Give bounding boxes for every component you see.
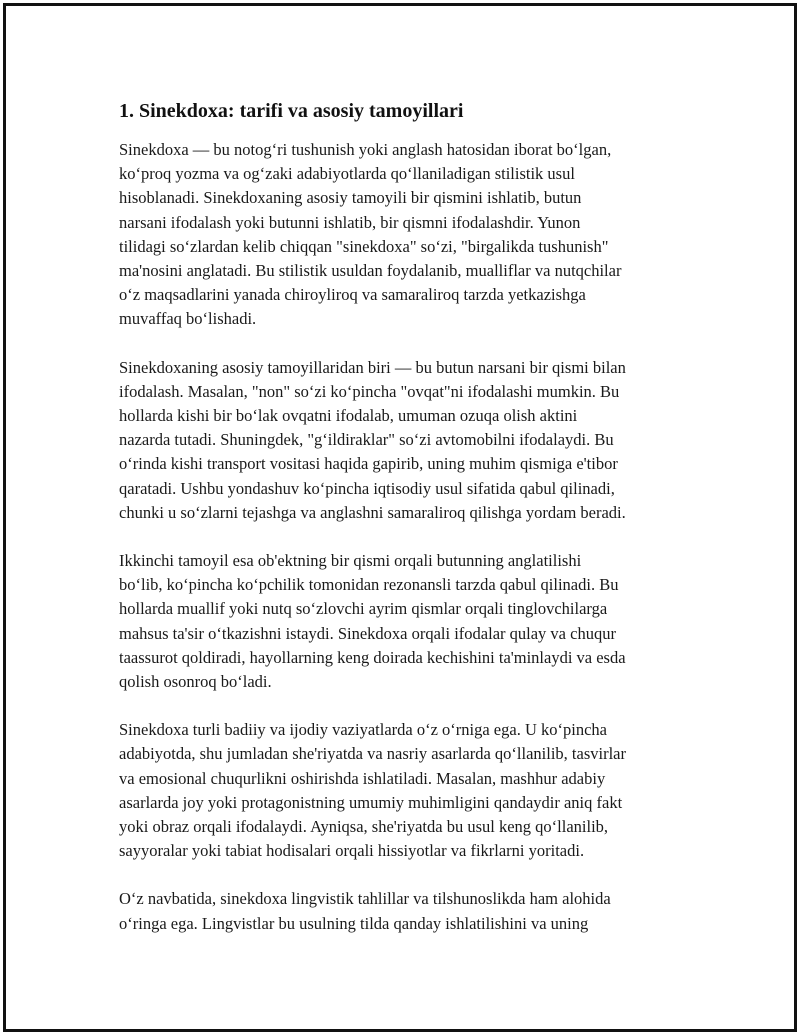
text-line: va emosional chuqurlikni oshirishda ishlatiladi. Masalan, mashhur adabiy [119, 768, 606, 788]
text-line: ko‘proq yozma va og‘zaki adabiyotlarda qo‘llaniladigan stilistik usul [119, 164, 575, 184]
text-line: muvaffaq bo‘lishadi. [119, 309, 257, 329]
document-body [119, 99, 699, 960]
text-line: hollarda kishi bir bo‘lak ovqatni ifodalab, umuman ozuqa olish aktini [119, 406, 578, 426]
text-line: chunki u so‘zlarni tejashga va anglashni samaraliroq qilishga yordam beradi. [119, 502, 626, 522]
paragraph-literary-use [119, 718, 699, 863]
text-line: O‘z navbatida, sinekdoxa lingvistik tahlillar va tilshunoslikda ham alohida [119, 889, 611, 909]
text-line: bo‘lib, ko‘pincha ko‘pchilik tomonidan rezonansli tarzda qabul qilinadi. Bu [119, 575, 619, 595]
text-line: qaratadi. Ushbu yondashuv ko‘pincha iqtisodiy usul sifatida qabul qilinadi, [119, 478, 615, 498]
text-line: sayyoralar yoki tabiat hodisalari orqali hissiyotlar va fikrlarni yoritadi. [119, 841, 585, 861]
text-line: mahsus ta'sir o‘tkazishni istaydi. Sinekdoxa orqali ifodalar qulay va chuqur [119, 623, 616, 643]
page-frame [3, 3, 797, 1032]
text-line: taassurot qoldiradi, hayollarning keng doirada kechishini ta'minlaydi va esda [119, 647, 626, 667]
text-line: tilidagi so‘zlardan kelib chiqqan "sinekdoxa" so‘zi, "birgalikda tushunish" [119, 236, 609, 256]
text-line: asarlarda joy yoki protagonistning umumiy muhimligini qandaydir aniq fakt [119, 792, 623, 812]
text-line: narsani ifodalash yoki butunni ishlatib, bir qismni ifodalashdir. Yunon [119, 212, 581, 232]
text-line: Sinekdoxa — bu notog‘ri tushunish yoki anglash hatosidan iborat bo‘lgan, [119, 140, 612, 159]
paragraph-linguistics [119, 887, 699, 935]
text-line: o‘rinda kishi transport vositasi haqida gapirib, uning muhim qismiga e'tibor [119, 454, 618, 474]
paragraph-second-principle [119, 549, 699, 694]
text-line: Sinekdoxaning asosiy tamoyillaridan biri — bu butun narsani bir qismi bilan [119, 357, 626, 377]
section-title: 1. Sinekdoxa: tarifi va asosiy tamoyillari [119, 100, 464, 122]
text-line: ma'nosini anglatadi. Bu stilistik usuldan foydalanib, mualliflar va nutqchilar [119, 261, 622, 281]
text-line: ifodalash. Masalan, "non" so‘zi ko‘pincha "ovqat"ni ifodalashi mumkin. Bu [119, 381, 620, 401]
text-line: Sinekdoxa turli badiiy va ijodiy vaziyatlarda o‘z o‘rniga ega. U ko‘pincha [119, 720, 607, 740]
text-line: nazarda tutadi. Shuningdek, "g‘ildiraklar" so‘zi avtomobilni ifodalaydi. Bu [119, 430, 614, 450]
text-line: adabiyotda, shu jumladan she'riyatda va nasriy asarlarda qo‘llanilib, tasvirlar [119, 744, 626, 764]
text-line: qolish osonroq bo‘ladi. [119, 672, 272, 692]
paragraph-first-principle [119, 356, 699, 525]
text-line: o‘ringa ega. Lingvistlar bu usulning tilda qanday ishlatilishini va uning [119, 913, 589, 933]
text-line: hisoblanadi. Sinekdoxaning asosiy tamoyili bir qismini ishlatib, butun [119, 188, 582, 208]
text-line: yoki obraz orqali ifodalaydi. Ayniqsa, she'riyatda bu usul keng qo‘llanilib, [119, 817, 609, 837]
text-line: o‘z maqsadlarini yanada chiroyliroq va samaraliroq tarzda yetkazishga [119, 285, 586, 305]
text-line: Ikkinchi tamoyil esa ob'ektning bir qismi orqali butunning anglatilishi [119, 551, 582, 571]
paragraph-definition [119, 138, 699, 332]
text-line: hollarda muallif yoki nutq so‘zlovchi ayrim qismlar orqali tinglovchilarga [119, 599, 608, 619]
